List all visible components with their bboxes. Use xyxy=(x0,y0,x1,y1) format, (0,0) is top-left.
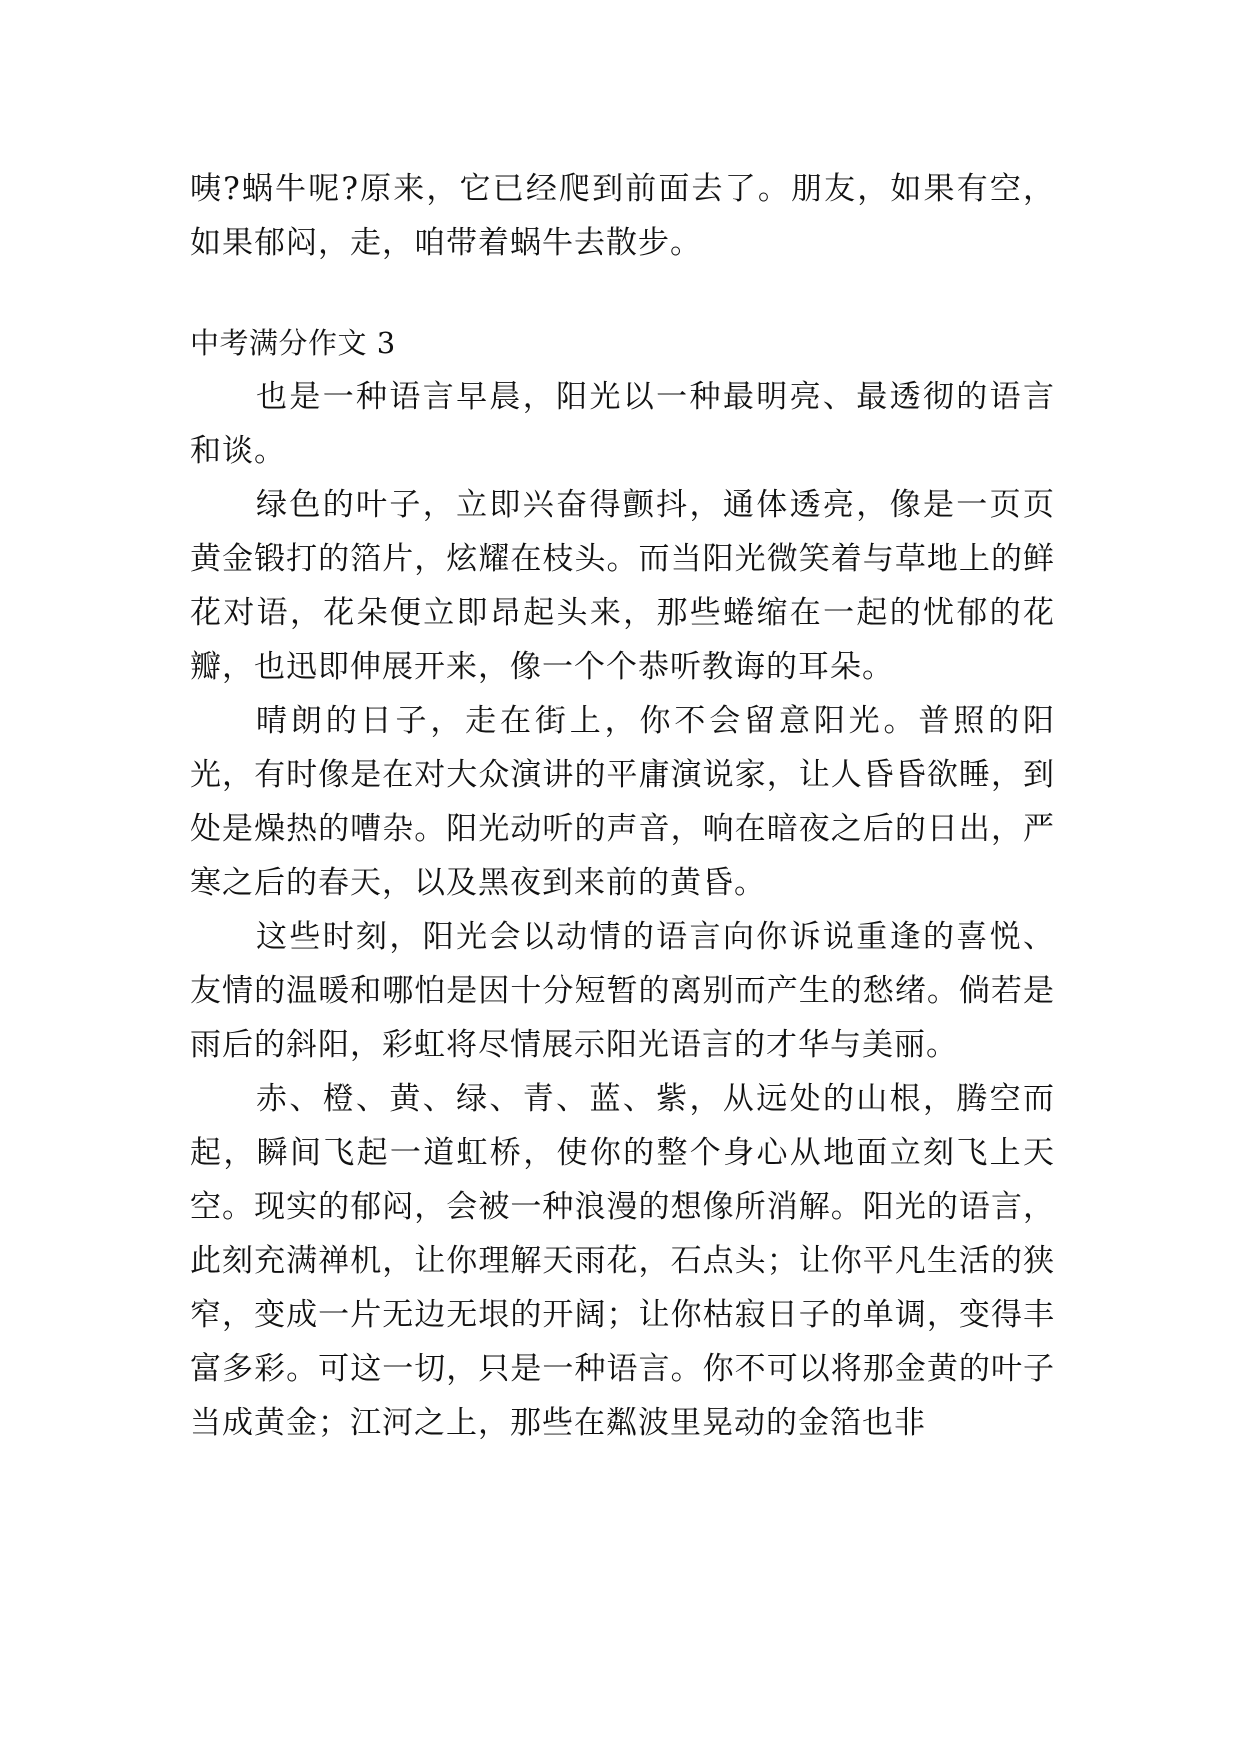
section-title: 中考满分作文 3 xyxy=(190,326,396,360)
paragraph-1: 也是一种语言早晨，阳光以一种最明亮、最透彻的语言和谈。 xyxy=(190,379,1055,469)
document-body xyxy=(190,162,1055,1450)
paragraph-5: 赤、橙、黄、绿、青、蓝、紫，从远处的山根，腾空而起，瞬间飞起一道虹桥，使你的整个身心从地面立刻飞上天空。现实的郁闷，会被一种浪漫的想像所消解。阳光的语言，此刻充满禅机，让你理解天雨花，石点头；让你平凡生活的狭窄，变成一片无边无垠的开阔；让你枯寂日子的单调，变得丰富多彩。可这一切，只是一种语言。你不可以将那金黄的叶子当成黄金；江河之上，那些在粼波里晃动的金箔也非 xyxy=(190,1081,1055,1441)
paragraph-2: 绿色的叶子，立即兴奋得颤抖，通体透亮，像是一页页黄金锻打的箔片，炫耀在枝头。而当阳光微笑着与草地上的鲜花对语，花朵便立即昂起头来，那些蜷缩在一起的忧郁的花瓣，也迅即伸展开来，像一个个恭听教诲的耳朵。 xyxy=(190,487,1055,685)
continuation-paragraph: 咦?蜗牛呢?原来，它已经爬到前面去了。朋友，如果有空，如果郁闷，走，咱带着蜗牛去散步。 xyxy=(190,171,1055,261)
section-gap xyxy=(190,270,1055,316)
paragraph-3: 晴朗的日子，走在街上，你不会留意阳光。普照的阳光，有时像是在对大众演讲的平庸演说家，让人昏昏欲睡，到处是燥热的嘈杂。阳光动听的声音，响在暗夜之后的日出，严寒之后的春天，以及黑夜到来前的黄昏。 xyxy=(190,703,1055,901)
paragraph-4: 这些时刻，阳光会以动情的语言向你诉说重逢的喜悦、友情的温暖和哪怕是因十分短暂的离别而产生的愁绪。倘若是雨后的斜阳，彩虹将尽情展示阳光语言的才华与美丽。 xyxy=(190,919,1055,1063)
